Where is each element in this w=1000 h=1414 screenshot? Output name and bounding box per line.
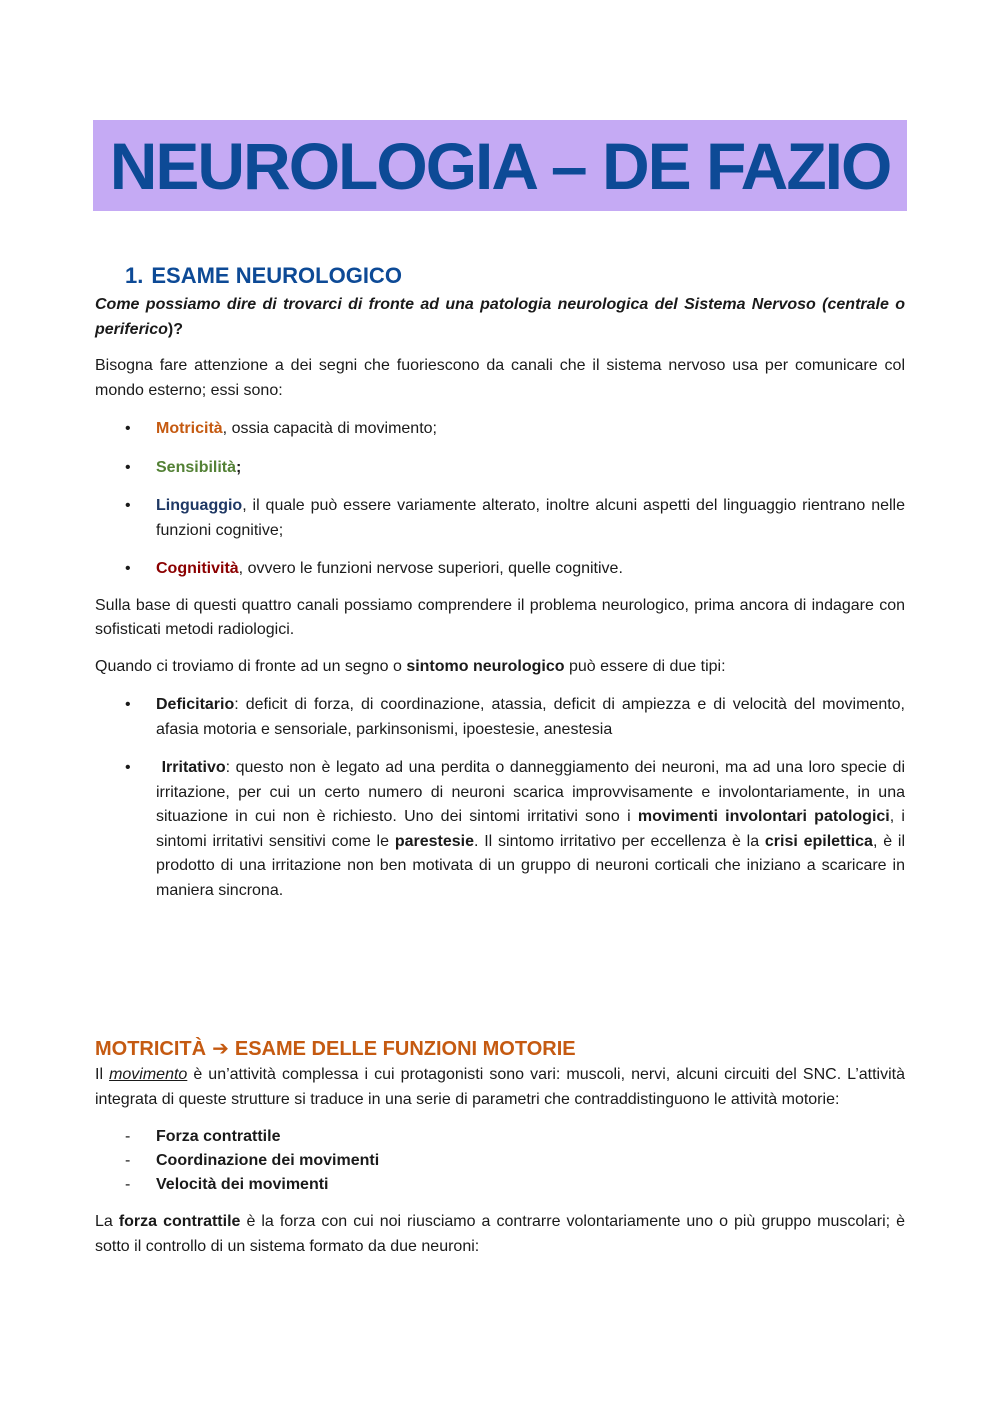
bullet-icon: •: [125, 560, 131, 577]
list-item: [95, 693, 905, 742]
list-item: [95, 1173, 905, 1197]
term-sensibilita: Sensibilità: [156, 458, 237, 476]
term-irritativo: Irritativo: [161, 759, 226, 776]
list-item: [95, 557, 905, 582]
symptom-types-list: [95, 693, 905, 903]
text-span: . Il sintomo irritativo per eccellenza è la: [473, 832, 765, 850]
motor-params-list: [95, 1125, 905, 1197]
section1-body: [95, 293, 905, 903]
paragraph-sintomo: [95, 655, 905, 680]
bold-term: forza contrattile: [118, 1213, 241, 1230]
text-span: è la forza con cui noi riusciamo a contrarre volontariamente uno o più gruppo muscolari; è sotto il controllo di un sistema formato da due neuroni:: [95, 1213, 906, 1255]
title-banner: [93, 120, 907, 211]
question-end: )?: [167, 320, 184, 338]
bold-term: sintomo neurologico: [406, 657, 565, 675]
bullet-icon: •: [125, 497, 131, 514]
list-item-text: , ossia capacità di movimento;: [222, 420, 437, 437]
list-item: [95, 1149, 905, 1173]
channels-list: [95, 417, 905, 582]
section-heading-motricita: [95, 1036, 576, 1061]
paragraph-canali: Sulla base di questi quattro canali possiamo comprendere il problema neurologico, prima ancora di indagare con sofisticati metodi radiologici.: [95, 596, 905, 638]
list-item: [95, 456, 905, 481]
list-item-text: : deficit di forza, di coordinazione, atassia, deficit di ampiezza e di velocità del movimento, afasia motoria e sensoriale, parkinsonismi, ipoestesie, anestesia: [156, 696, 905, 738]
term-deficitario: Deficitario: [156, 696, 235, 713]
text-span: La: [95, 1213, 119, 1230]
text-span: , è il prodotto di una irritazione non ben motivata di un gruppo di neuroni corticali che iniziano a scaricare in maniera sincrona.: [156, 832, 906, 899]
text-span: Quando ci troviamo di fronte ad un segno o: [95, 657, 407, 675]
list-item-text: , il quale può essere variamente alterato, inoltre alcuni aspetti del linguaggio rientrano nelle funzioni cognitive;: [156, 497, 905, 539]
question-text: Come possiamo dire di trovarci di fronte ad una patologia neurologica del Sistema Nervoso (centrale o periferico: [95, 296, 905, 338]
section-number: 1.: [125, 263, 144, 288]
bold-term: parestesie: [394, 832, 474, 850]
term-linguaggio: Linguaggio: [156, 497, 243, 514]
bold-term: movimenti involontari patologici: [637, 808, 890, 825]
dash-icon: -: [125, 1152, 131, 1169]
bullet-icon: •: [125, 759, 131, 776]
text-span: può essere di due tipi:: [564, 657, 726, 675]
arrow-right-icon: ➔: [212, 1038, 229, 1060]
bullet-icon: •: [125, 420, 131, 437]
dash-icon: -: [125, 1176, 131, 1193]
list-item: [95, 756, 905, 903]
text-span: : questo non è legato ad una perdita o danneggiamento dei neuroni, ma ad una loro specie di irritazione, per cui un certo numero di neuroni scarica improvvisamente e involontariamente, in una situazione in cui non è richiesto. Uno dei sintomi irritativi sono i: [156, 759, 905, 825]
list-item-text: Coordinazione dei movimenti: [156, 1152, 380, 1169]
underlined-term: movimento: [109, 1066, 188, 1083]
page-title: NEUROLOGIA – DE FAZIO: [109, 128, 891, 203]
heading-part-b: ESAME DELLE FUNZIONI MOTORIE: [234, 1038, 576, 1060]
intro-paragraph: Bisogna fare attenzione a dei segni che fuoriescono da canali che il sistema nervoso usa per comunicare col mondo esterno; essi sono:: [95, 357, 905, 399]
paragraph-forza: [95, 1210, 905, 1259]
dash-icon: -: [125, 1128, 131, 1145]
text-span: è un’attività complessa i cui protagonisti sono vari: muscoli, nervi, alcuni circuiti del SNC. L’attività integrata di queste strutture si traduce in una serie di parametri che contraddistinguono le attività motorie:: [95, 1066, 905, 1108]
list-item-text: Forza contrattile: [156, 1128, 281, 1145]
text-span: , i sintomi irritativi sensitivi come le: [156, 808, 905, 850]
question-paragraph: [95, 293, 905, 342]
bullet-icon: •: [125, 696, 131, 713]
section2-body: [95, 1063, 905, 1259]
list-item-text: Velocità dei movimenti: [156, 1176, 329, 1193]
text-span: Il: [95, 1066, 110, 1083]
section-heading-text: ESAME NEUROLOGICO: [151, 263, 402, 288]
list-item: [95, 494, 905, 543]
list-item-text: ;: [236, 458, 242, 476]
list-item-text: , ovvero le funzioni nervose superiori, quelle cognitive.: [238, 560, 623, 577]
section-heading-esame-neurologico: [125, 263, 402, 289]
list-item: [95, 417, 905, 442]
heading-part-a: MOTRICITÀ: [95, 1038, 207, 1060]
list-item: [95, 1125, 905, 1149]
bullet-icon: •: [125, 458, 131, 476]
term-motricita: Motricità: [156, 420, 223, 437]
paragraph-movimento: [95, 1063, 905, 1112]
bold-term: crisi epilettica: [764, 832, 873, 850]
term-cognitivita: Cognitività: [156, 560, 239, 577]
